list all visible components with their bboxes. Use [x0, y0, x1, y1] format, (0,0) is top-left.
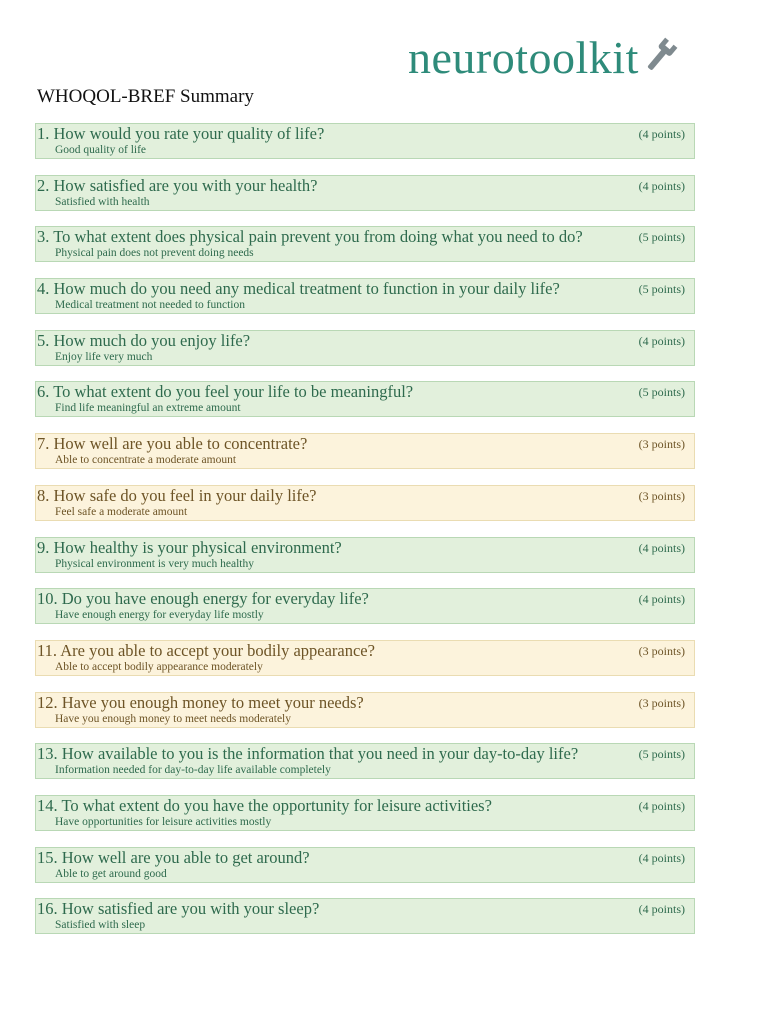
list-item	[35, 795, 695, 831]
points-badge: (4 points)	[638, 798, 685, 813]
list-item	[35, 640, 695, 676]
question-text: 14. To what extent do you have the opportunity for leisure activities?	[37, 795, 492, 815]
summary-list	[35, 123, 695, 950]
points-badge: (3 points)	[638, 695, 685, 710]
wrench-icon	[641, 35, 681, 75]
answer-text: Feel safe a moderate amount	[55, 505, 188, 518]
question-text: 8. How safe do you feel in your daily life?	[37, 485, 317, 505]
answer-text: Physical pain does not prevent doing needs	[55, 247, 254, 260]
question-text: 13. How available to you is the information that you need in your day-to-day life?	[37, 744, 579, 764]
question-text: 16. How satisfied are you with your sleep?	[37, 899, 320, 919]
list-item	[35, 692, 695, 728]
question-text: 12. Have you enough money to meet your needs?	[37, 692, 364, 712]
question-text: 9. How healthy is your physical environment?	[37, 537, 342, 557]
list-item	[35, 381, 695, 417]
answer-text: Find life meaningful an extreme amount	[55, 402, 241, 415]
answer-text: Able to accept bodily appearance moderately	[55, 660, 263, 673]
question-text: 10. Do you have enough energy for everyday life?	[37, 589, 369, 609]
points-badge: (4 points)	[638, 592, 685, 607]
answer-text: Have you enough money to meet needs moderately	[55, 712, 291, 725]
list-item	[35, 898, 695, 934]
answer-text: Have enough energy for everyday life mostly	[55, 609, 264, 622]
question-text: 7. How well are you able to concentrate?	[37, 434, 308, 454]
answer-text: Physical environment is very much healthy	[55, 557, 254, 570]
answer-text: Medical treatment not needed to function	[55, 299, 246, 312]
answer-text: Have opportunities for leisure activities mostly	[55, 815, 272, 828]
answer-text: Satisfied with health	[55, 195, 150, 208]
question-text: 1. How would you rate your quality of life?	[37, 124, 325, 143]
list-item	[35, 743, 695, 779]
list-item	[35, 485, 695, 521]
question-text: 4. How much do you need any medical treatment to function in your daily life?	[37, 279, 560, 299]
question-text: 5. How much do you enjoy life?	[37, 330, 251, 350]
points-badge: (3 points)	[638, 488, 685, 503]
list-item	[35, 847, 695, 883]
logo-text: neurotoolkit	[408, 32, 639, 83]
list-item	[35, 588, 695, 624]
points-badge: (4 points)	[638, 850, 685, 865]
points-badge: (5 points)	[638, 385, 685, 400]
question-text: 11. Are you able to accept your bodily appearance?	[37, 640, 375, 660]
list-item	[35, 226, 695, 262]
points-badge: (4 points)	[638, 333, 685, 348]
points-badge: (4 points)	[638, 127, 685, 141]
list-item	[35, 123, 695, 159]
logo	[408, 28, 708, 88]
answer-text: Good quality of life	[55, 144, 147, 156]
question-text: 15. How well are you able to get around?	[37, 847, 310, 867]
page-title: WHOQOL-BREF Summary	[37, 86, 254, 107]
points-badge: (4 points)	[638, 902, 685, 917]
list-item	[35, 175, 695, 211]
list-item	[35, 537, 695, 573]
list-item	[35, 433, 695, 469]
answer-text: Able to get around good	[55, 867, 167, 880]
question-text: 3. To what extent does physical pain prevent you from doing what you need to do?	[37, 227, 583, 247]
points-badge: (3 points)	[638, 437, 685, 452]
question-text: 2. How satisfied are you with your health?	[37, 175, 318, 195]
list-item	[35, 278, 695, 314]
list-item	[35, 330, 695, 366]
question-text: 6. To what extent do you feel your life to be meaningful?	[37, 382, 414, 402]
answer-text: Information needed for day-to-day life available completely	[55, 764, 331, 777]
points-badge: (5 points)	[638, 230, 685, 245]
points-badge: (4 points)	[638, 540, 685, 555]
points-badge: (4 points)	[638, 178, 685, 193]
points-badge: (5 points)	[638, 282, 685, 297]
points-badge: (3 points)	[638, 643, 685, 658]
answer-text: Enjoy life very much	[55, 350, 153, 363]
points-badge: (5 points)	[638, 747, 685, 762]
answer-text: Satisfied with sleep	[55, 919, 146, 932]
answer-text: Able to concentrate a moderate amount	[55, 454, 237, 467]
